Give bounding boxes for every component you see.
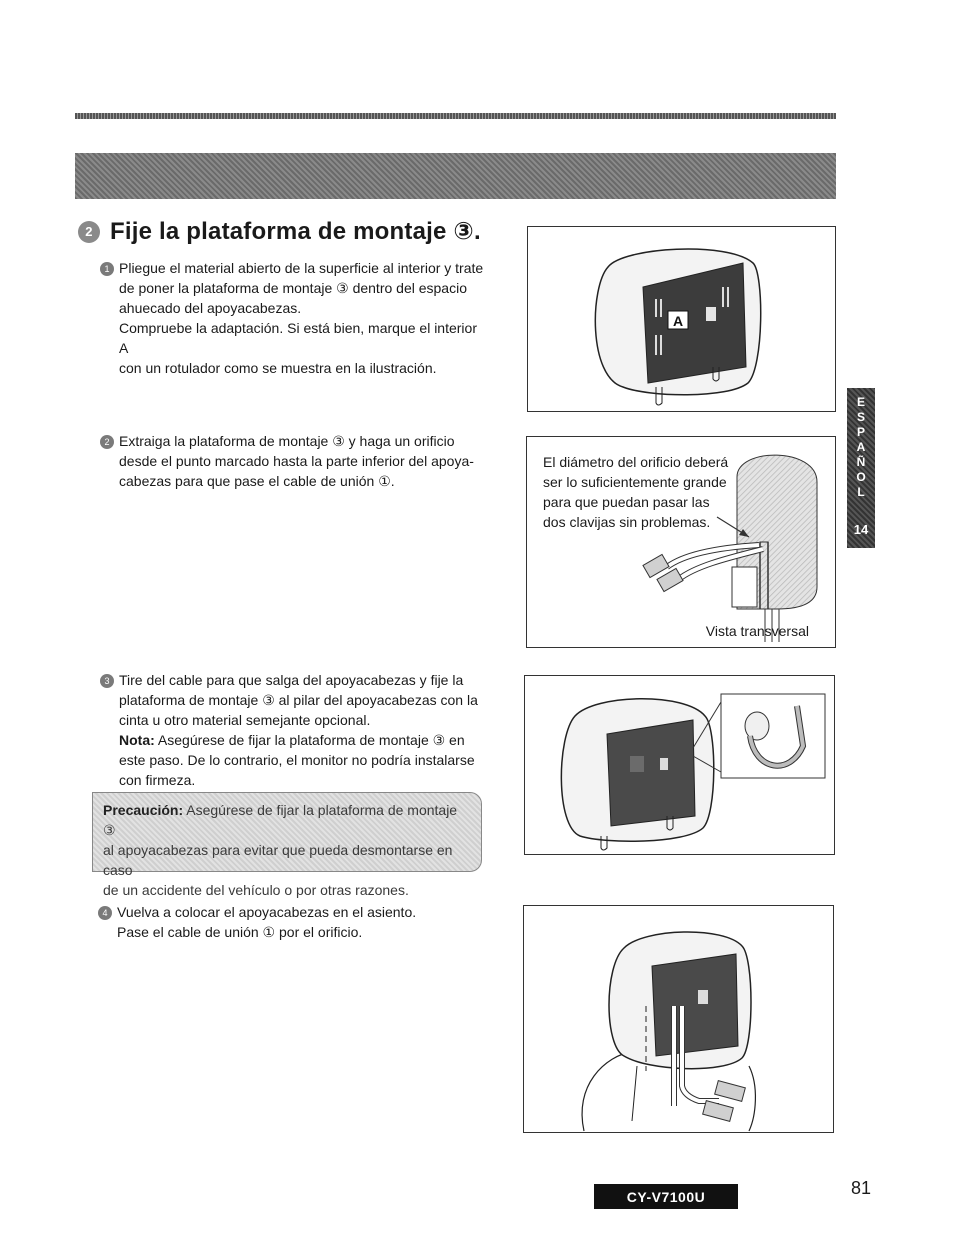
step-2-text [119,431,489,491]
side-tab-letter: S [856,410,865,424]
step-3-line: plataforma de montaje ③ al pilar del apoyacabezas con la [119,692,478,708]
side-tab-letter: O [856,470,866,484]
step-4-line: Pase el cable de unión ① por el orificio. [117,924,363,940]
language-side-tab [847,388,875,548]
step-4-line: Vuelva a colocar el apoyacabezas en el asiento. [117,904,417,920]
note-line: ser lo suficientemente grande [543,474,727,490]
step-1-badge: 1 [100,262,114,276]
section-title [78,217,481,246]
caution-line: de un accidente del vehículo o por otras razones. [103,882,409,898]
note-line: este paso. De lo contrario, el monitor no podría instalarse [119,752,475,768]
figure-cross-section [526,436,836,648]
side-tab-letter: A [856,440,866,454]
step-2-line: cabezas para que pase el cable de unión ①. [119,473,395,489]
note-line: dos clavijas sin problemas. [543,514,711,530]
headrest-illustration-1 [528,227,837,413]
side-tab-letter: L [857,485,865,499]
hole-diameter-note [543,452,743,532]
marker-a-label: A [673,313,684,329]
step-1-line: de poner la plataforma de montaje ③ dentro del espacio [119,280,467,296]
figure-headrest-reinstall [523,905,834,1133]
cross-section-caption: Vista transversal [705,623,809,639]
step-2-line: Extraiga la plataforma de montaje ③ y haga un orificio [119,433,455,449]
step-3-line: Tire del cable para que salga del apoyacabezas y fije la [119,672,464,688]
step-1-line: Pliegue el material abierto de la superficie al interior y trate [119,260,484,276]
section-title-text: Fije la plataforma de montaje ③. [110,218,481,245]
step-2-line: desde el punto marcado hasta la parte inferior del apoya- [119,453,474,469]
caution-line: al apoyacabezas para evitar que pueda desmontarse en caso [103,842,453,878]
side-tab-number: 14 [853,522,869,537]
note-line: para que puedan pasar las [543,494,710,510]
step-2-badge: 2 [100,435,114,449]
top-rule [75,113,836,119]
model-badge: CY-V7100U [594,1184,738,1209]
step-3-note [119,730,489,750]
step-4-text [117,902,487,942]
step-1-line: con un rotulador como se muestra en la ilustración. [119,360,437,376]
side-tab-letter: P [856,425,865,439]
step-1-line: Compruebe la adaptación. Si está bien, marque el interior A [119,320,477,356]
note-line: El diámetro del orificio deberá [543,454,729,470]
caution-label: Precaución: [103,802,184,818]
step-3-line: cinta u otro material semejante opcional. [119,712,371,728]
step-3-badge: 3 [100,674,114,688]
section-step-badge: 2 [78,221,100,243]
note-line: Asegúrese de fijar la plataforma de montaje ③ en [157,732,465,748]
side-tab-letter: Ñ [856,455,866,469]
figure-tape-fixing [524,675,835,855]
step-1-text [119,258,489,378]
headrest-tape-illustration [525,676,836,856]
side-tab-letter: E [856,395,865,409]
figure-headrest-marking [527,226,836,412]
page-number: 81 [851,1178,872,1198]
step-4-badge: 4 [98,906,112,920]
caution-box [92,792,482,898]
headrest-seat-illustration [524,906,835,1134]
step-3-text [119,670,489,790]
step-1-line: ahuecado del apoyacabezas. [119,300,302,316]
note-line: con firmeza. [119,772,196,788]
caution-line: Asegúrese de fijar la plataforma de montaje ③ [103,802,458,838]
note-label: Nota: [119,732,155,748]
header-band [75,153,836,199]
